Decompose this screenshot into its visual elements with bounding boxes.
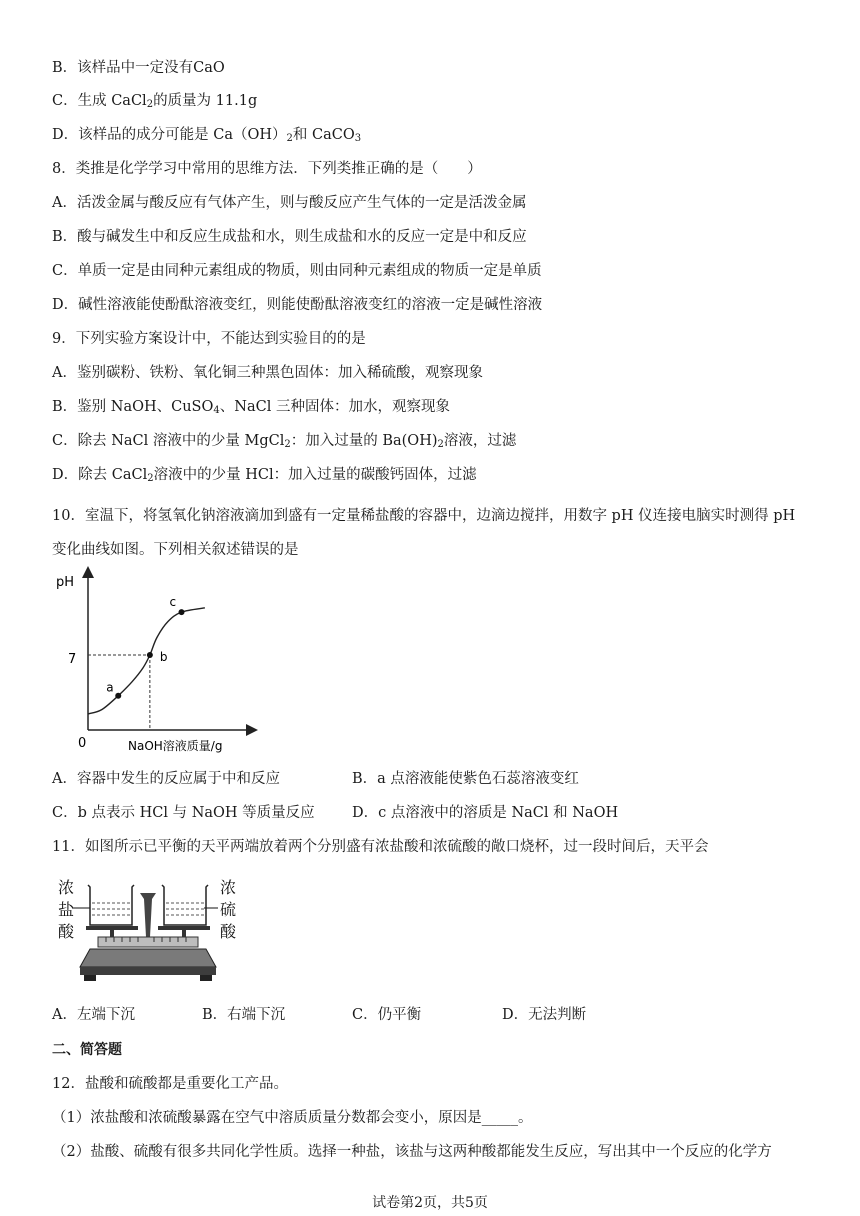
point-b [147,652,153,658]
q7-option-c: C．生成 CaCl$_2$的质量为 11.1g [52,93,258,110]
point-c [179,609,185,615]
left-label-char: 浓 [58,878,75,897]
q8-option-a: A．活泼金属与酸反应有气体产生，则与酸反应产生气体的一定是活泼金属 [52,195,527,211]
q12-stem: 12．盐酸和硫酸都是重要化工产品。 [52,1076,288,1092]
ph-curve [88,608,205,714]
q8-stem: 8．类推是化学学习中常用的思维方法．下列类推正确的是（ ） [52,161,482,177]
q11-option-a: A．左端下沉 [52,1007,135,1023]
page-footer: 试卷第2页，共5页 [372,1195,488,1211]
left-label-char: 酸 [58,922,75,941]
origin-label: 0 [78,736,87,751]
q12-part1: （1）浓盐酸和浓硫酸暴露在空气中溶质质量分数都会变小，原因是_____。 [52,1110,533,1126]
point-b-label: b [159,650,168,664]
x-axis-label: NaOH溶液质量/g [128,739,223,753]
right-label-char: 硫 [220,900,237,919]
right-beaker [162,885,208,925]
balance-figure [54,875,244,987]
q7-option-b: B．该样品中一定没有CaO [52,60,225,76]
section-heading: 二、简答题 [52,1042,122,1058]
q11-option-d: D．无法判断 [502,1007,587,1023]
q10-option-a: A．容器中发生的反应属于中和反应 [52,771,280,787]
left-label-char: 盐 [58,900,75,919]
q9-option-b: B．鉴别 NaOH、CuSO$_4$、NaCl 三种固体：加水，观察现象 [52,399,450,416]
q9-option-d: D．除去 CaCl$_2$溶液中的少量 HCl：加入过量的碳酸钙固体，过滤 [52,467,477,484]
q10-option-c: C．b 点表示 HCl 与 NaOH 等质量反应 [52,805,315,821]
q8-option-c: C．单质一定是由同种元素组成的物质，则由同种元素组成的物质一定是单质 [52,263,542,279]
q9-option-c: C．除去 NaCl 溶液中的少量 MgCl$_2$：加入过量的 $Ba(OH)_2$溶液，过滤 [52,433,517,450]
point-a-label: a [106,680,114,695]
point-a [115,693,121,699]
q11-stem: 11．如图所示已平衡的天平两端放着两个分别盛有浓盐酸和浓硫酸的敞口烧杯，过一段时间后，天平会 [52,839,709,855]
q7-option-d: D．该样品的成分可能是 $Ca(OH)_2$和 CaCO$_3$ [52,127,362,144]
q12-part2: （2）盐酸、硫酸有很多共同化学性质。选择一种盐，该盐与这两种酸都能发生反应，写出其中一个反应的化学方 [52,1144,772,1160]
q9-stem: 9．下列实验方案设计中，不能达到实验目的的是 [52,331,366,347]
left-beaker [88,885,134,925]
right-label-char: 浓 [220,878,237,897]
q8-option-b: B．酸与碱发生中和反应生成盐和水，则生成盐和水的反应一定是中和反应 [52,229,527,245]
q10-option-d: D．c 点溶液中的溶质是 NaCl 和 NaOH [352,805,619,821]
q10-option-b: B．a 点溶液能使紫色石蕊溶液变红 [352,771,579,787]
ph-chart [50,562,270,757]
y-axis-label: pH [56,575,75,590]
left-label [58,878,75,941]
right-label [220,878,237,941]
q11-option-c: C．仍平衡 [352,1007,422,1023]
q11-option-b: B．右端下沉 [202,1007,286,1023]
point-c-label: c [169,595,177,610]
q10-stem: 10．室温下，将氢氧化钠溶液滴加到盛有一定量稀盐酸的容器中，边滴边搅拌，用数字 pH 仪连接电脑实时测得 pH 变化曲线如图。下列相关叙述错误的是 [52,508,796,558]
q9-option-a: A．鉴别碳粉、铁粉、氧化铜三种黑色固体：加入稀硫酸，观察现象 [52,365,483,381]
right-label-char: 酸 [220,922,237,941]
y-tick-7-label: 7 [68,652,77,667]
q8-option-d: D．碱性溶液能使酚酞溶液变红，则能使酚酞溶液变红的溶液一定是碱性溶液 [52,297,543,313]
